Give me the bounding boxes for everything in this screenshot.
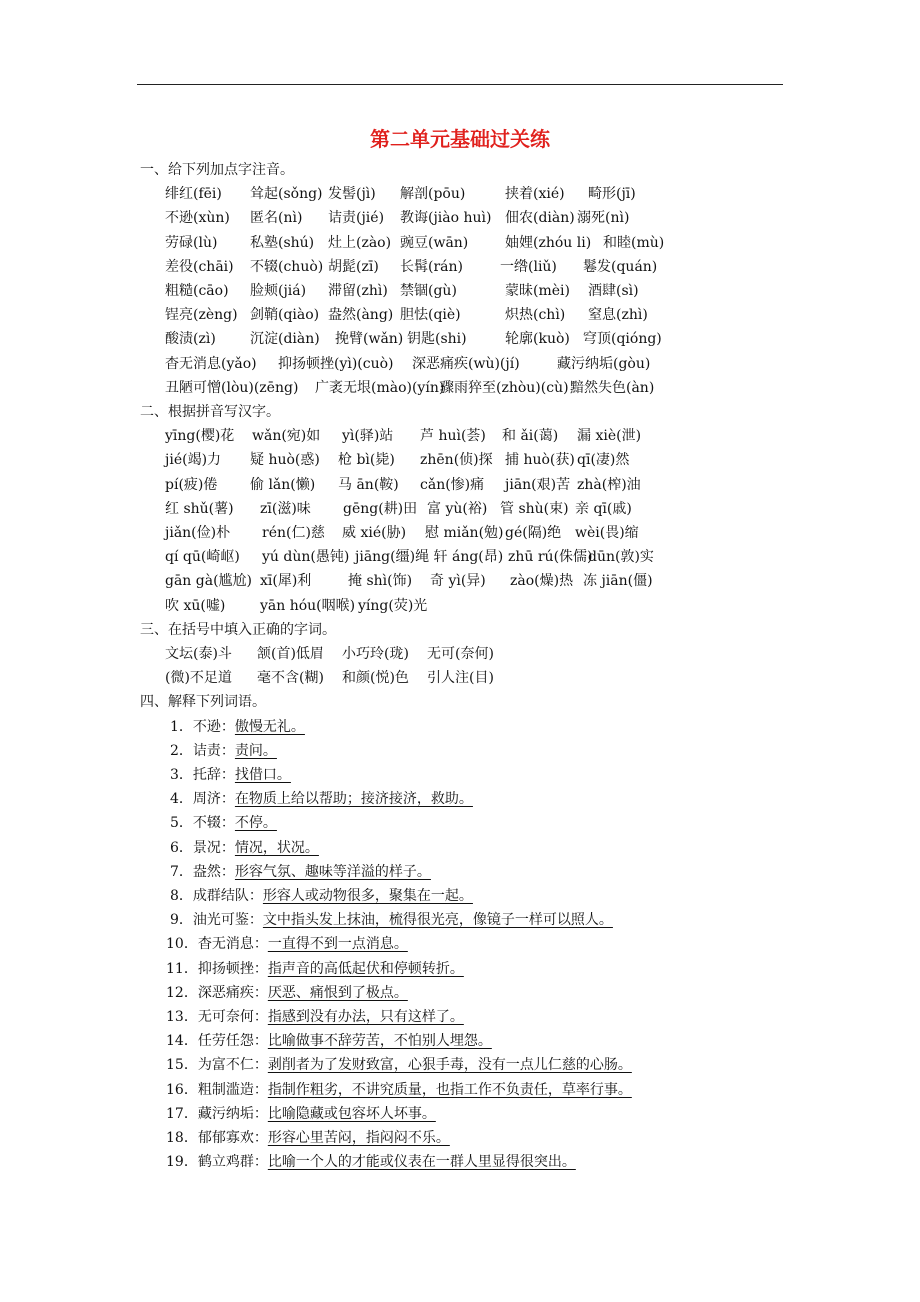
phonetic-item: 和睦(mù) — [603, 234, 665, 251]
item-definition: 形容人或动物很多，聚集在一起。 — [262, 888, 473, 904]
fill-item: 无可(奈何) — [427, 646, 494, 662]
definition-item — [166, 984, 408, 1002]
pinyin-item: pí(疲)倦 — [165, 476, 218, 493]
phonetic-item: 粗糙(cāo) — [165, 283, 229, 299]
item-term: 郁郁寡欢： — [197, 1130, 268, 1146]
pinyin-item: 掩 shì(饰) — [348, 573, 413, 590]
definition-item — [166, 1081, 632, 1099]
item-term: 为富不仁： — [197, 1057, 268, 1074]
pinyin-item: gēng(耕)田 — [343, 500, 418, 517]
item-term: 任劳任怨： — [197, 1033, 268, 1050]
pinyin-item: gé(隔)绝 — [505, 525, 562, 541]
item-number: 6． — [170, 839, 193, 856]
definition-item — [170, 742, 277, 760]
item-number: 13． — [166, 1009, 198, 1025]
pinyin-item: 冻 jiān(僵) — [583, 573, 653, 590]
fill-item: 小巧玲(珑) — [342, 646, 409, 662]
definition-item — [170, 863, 431, 881]
phonetic-item: 鬈发(quán) — [583, 258, 658, 275]
item-definition: 比喻做事不辞劳苦，不怕别人埋怨。 — [267, 1033, 492, 1050]
item-definition: 剥削者为了发财致富，心狠手毒，没有一点儿仁慈的心肠。 — [267, 1057, 632, 1074]
definition-item — [166, 1129, 450, 1147]
pinyin-item: 管 shù(束) — [500, 500, 569, 517]
fill-item: 和颜(悦)色 — [342, 670, 409, 687]
pinyin-item: 和 ǎi(蔼) — [502, 428, 559, 445]
item-number: 9． — [170, 912, 193, 929]
item-term: 不辍： — [192, 815, 235, 832]
pinyin-item: jiāng(缰)绳 轩 áng(昂) — [355, 549, 504, 566]
item-term: 藏污纳垢： — [197, 1105, 268, 1122]
item-term: 深恶痛疾： — [197, 984, 268, 1001]
definition-item — [170, 766, 291, 784]
pinyin-item: zhà(榨)油 — [577, 476, 641, 493]
phonetic-item: 一绺(liǔ) — [500, 258, 557, 275]
definition-item — [170, 887, 473, 905]
phonetic-item: 劳碌(lù) — [165, 234, 218, 251]
phonetic-item: 黯然失色(àn) — [570, 379, 655, 396]
item-definition: 在物质上给以帮助；接济接济，救助。 — [234, 791, 473, 808]
phonetic-item: 发髻(jì) — [328, 186, 376, 203]
pinyin-item: yú dùn(愚钝) — [262, 549, 350, 566]
pinyin-item: 枪 bì(毙) — [338, 452, 395, 469]
pinyin-item: qí qū(崎岖) — [165, 549, 240, 566]
item-number: 10． — [166, 936, 198, 953]
pinyin-item: rén(仁)慈 — [262, 525, 325, 541]
item-number: 4． — [170, 791, 193, 808]
pinyin-item: jié(竭)力 — [165, 452, 222, 469]
phonetic-item: 酸渍(zì) — [165, 331, 216, 348]
item-term: 成群结队： — [192, 888, 263, 904]
phonetic-item: 豌豆(wān) — [400, 234, 469, 251]
pinyin-item: zào(燥)热 — [510, 573, 574, 590]
item-definition: 比喻一个人的才能或仪表在一群人里显得很突出。 — [267, 1154, 576, 1171]
phonetic-item: 胡髭(zī) — [328, 258, 379, 275]
pinyin-item: 芦 huì(荟) — [420, 428, 486, 445]
phonetic-item: 抑扬顿挫(yì)(cuò) — [278, 355, 394, 372]
phonetic-item: 不逊(xùn) — [165, 210, 230, 227]
pinyin-item: yíng(荧)光 — [358, 597, 428, 614]
header-rule — [137, 84, 783, 85]
pinyin-item: yān hóu(咽喉) — [260, 597, 356, 614]
definition-item — [166, 1008, 464, 1026]
phonetic-item: 诘责(jié) — [328, 210, 385, 227]
fill-item: 引人注(目) — [427, 670, 494, 687]
phonetic-item: 禁锢(gù) — [400, 283, 457, 299]
item-number: 8． — [170, 888, 193, 904]
pinyin-item: xī(犀)利 — [260, 573, 312, 590]
phonetic-item: 丑陋可憎(lòu)(zēng) — [165, 379, 299, 396]
pinyin-item: wǎn(宛)如 — [252, 428, 321, 445]
phonetic-item: 挟着(xié) — [505, 186, 565, 203]
section2-heading: 二、根据拼音写汉字。 — [140, 404, 280, 420]
phonetic-item: 教诲(jiào huì) — [400, 210, 492, 227]
phonetic-item: 沉淀(diàn) — [250, 331, 320, 348]
phonetic-item: 溺死(nì) — [577, 210, 630, 227]
phonetic-item: 穹顶(qióng) — [583, 331, 662, 348]
definition-item — [170, 911, 613, 929]
item-definition: 比喻隐藏或包容坏人坏事。 — [267, 1105, 436, 1122]
phonetic-item: 畸形(jī) — [588, 186, 636, 203]
definition-item — [170, 718, 305, 736]
pinyin-item: wèi(畏)缩 — [575, 525, 639, 541]
phonetic-item: 锃亮(zèng) — [165, 307, 238, 324]
item-number: 14． — [166, 1033, 198, 1050]
item-number: 17． — [166, 1105, 198, 1122]
phonetic-item: 长髯(rán) — [400, 258, 463, 275]
item-definition: 不停。 — [234, 815, 277, 832]
phonetic-item: 剑鞘(qiào) — [250, 307, 320, 324]
phonetic-item: 佃农(diàn) — [505, 210, 575, 227]
fill-item: (微)不足道 — [165, 670, 232, 687]
item-definition: 傲慢无礼。 — [234, 718, 305, 735]
pinyin-item: gān gà(尴尬) — [165, 573, 253, 590]
pinyin-item: 红 shǔ(薯) — [165, 500, 234, 517]
item-definition: 指制作粗劣，不讲究质量，也指工作不负责任，草率行事。 — [267, 1081, 632, 1098]
item-term: 抑扬顿挫： — [197, 960, 268, 977]
pinyin-item: 富 yù(裕) — [427, 500, 488, 517]
pinyin-item: zī(滋)味 — [260, 500, 311, 517]
item-number: 1． — [170, 718, 193, 735]
fill-item: 毫不含(糊) — [257, 670, 324, 687]
pinyin-item: 亲 qī(戚) — [575, 500, 632, 517]
pinyin-item: yì(驿)站 — [342, 428, 394, 445]
item-definition: 找借口。 — [234, 767, 291, 783]
definition-item — [170, 814, 277, 832]
pinyin-item: 吹 xū(嘘) — [165, 597, 226, 614]
pinyin-item: zhēn(侦)探 — [420, 452, 493, 469]
phonetic-item: 蒙昧(mèi) — [505, 283, 570, 299]
fill-item: 颔(首)低眉 — [257, 646, 324, 662]
item-number: 11． — [166, 960, 198, 977]
pinyin-item: 捕 huò(获) — [505, 452, 575, 469]
phonetic-item: 盎然(àng) — [328, 307, 394, 324]
phonetic-item: 酒肆(sì) — [588, 283, 639, 299]
pinyin-item: 慰 miǎn(勉) — [425, 525, 504, 541]
item-term: 盎然： — [192, 863, 235, 880]
pinyin-item: qī(凄)然 — [577, 452, 630, 469]
pinyin-item: dūn(敦)实 — [588, 549, 654, 566]
phonetic-item: 匿名(nì) — [250, 210, 303, 227]
fill-item: 文坛(泰)斗 — [165, 646, 232, 662]
item-number: 3． — [170, 767, 193, 783]
phonetic-item: 妯娌(zhóu li) — [505, 234, 592, 251]
phonetic-item: 胆怯(qiè) — [400, 307, 461, 324]
phonetic-item: 解剖(pōu) — [400, 186, 466, 203]
pinyin-item: yīng(樱)花 — [165, 428, 235, 445]
item-definition: 责问。 — [234, 742, 277, 759]
item-number: 15． — [166, 1057, 198, 1074]
item-term: 周济： — [192, 791, 235, 808]
item-definition: 厌恶、痛恨到了极点。 — [267, 984, 408, 1001]
item-definition: 文中指头发上抹油，梳得很光亮，像镜子一样可以照人。 — [262, 912, 613, 929]
pinyin-item: 偷 lǎn(懒) — [250, 476, 316, 493]
definition-item — [166, 935, 408, 953]
phonetic-item: 轮廓(kuò) — [505, 331, 570, 348]
pinyin-item: 马 ān(鞍) — [338, 476, 399, 493]
item-number: 19． — [166, 1154, 198, 1171]
item-term: 油光可鉴： — [192, 912, 263, 929]
definition-item — [166, 1032, 492, 1050]
phonetic-item: 私塾(shú) — [250, 234, 315, 251]
item-term: 景况： — [192, 839, 235, 856]
pinyin-item: 疑 huò(惑) — [250, 452, 320, 469]
item-number: 7． — [170, 863, 193, 880]
item-term: 诘责： — [192, 742, 235, 759]
phonetic-item: 窒息(zhì) — [588, 307, 648, 324]
item-term: 托辞： — [192, 767, 235, 783]
item-number: 18． — [166, 1130, 198, 1146]
definition-item — [166, 960, 464, 978]
item-number: 5． — [170, 815, 193, 832]
phonetic-item: 差役(chāi) — [165, 258, 234, 275]
phonetic-item: 广袤无垠(mào)(yín) — [315, 379, 445, 396]
definition-item — [166, 1153, 576, 1171]
item-definition: 指声音的高低起伏和停顿转折。 — [267, 960, 464, 977]
definition-item — [170, 790, 473, 808]
pinyin-item: jiān(艰)苦 — [505, 476, 571, 493]
item-term: 无可奈何： — [197, 1009, 268, 1025]
item-term: 不逊： — [192, 718, 235, 735]
phonetic-item: 灶上(zào) — [328, 234, 392, 251]
item-definition: 情况，状况。 — [234, 839, 319, 856]
phonetic-item: 杳无消息(yǎo) — [165, 355, 257, 372]
phonetic-item: 不辍(chuò) — [250, 258, 324, 275]
phonetic-item: 骤雨猝至(zhòu)(cù) — [440, 379, 569, 396]
phonetic-item: 炽热(chì) — [505, 307, 566, 324]
pinyin-item: 威 xié(胁) — [342, 525, 407, 541]
phonetic-item: 绯红(fēi) — [165, 186, 222, 203]
item-definition: 形容心里苦闷，指闷闷不乐。 — [267, 1130, 450, 1146]
item-definition: 形容气氛、趣味等洋溢的样子。 — [234, 863, 431, 880]
phonetic-item: 深恶痛疾(wù)(jí) — [412, 355, 520, 372]
pinyin-item: cǎn(惨)痛 — [420, 476, 485, 493]
phonetic-item: 藏污纳垢(gòu) — [557, 355, 651, 372]
definition-item — [170, 839, 319, 857]
pinyin-item: jiǎn(俭)朴 — [165, 525, 231, 541]
item-number: 16． — [166, 1081, 198, 1098]
section3-heading: 三、在括号中填入正确的字词。 — [140, 621, 336, 638]
definition-item — [166, 1105, 436, 1123]
pinyin-item: 漏 xiè(泄) — [577, 428, 642, 445]
pinyin-item: zhū rú(侏儒) — [508, 549, 593, 566]
section4-heading: 四、解释下列词语。 — [140, 694, 266, 711]
item-number: 2． — [170, 742, 193, 759]
page-title: 第二单元基础过关练 — [370, 127, 550, 151]
item-definition: 指感到没有办法，只有这样了。 — [267, 1009, 464, 1025]
section1-heading: 一、给下列加点字注音。 — [140, 162, 294, 178]
item-number: 12． — [166, 984, 198, 1001]
pinyin-item: 奇 yì(异) — [430, 573, 486, 590]
phonetic-item: 滞留(zhì) — [328, 283, 388, 299]
definition-item — [166, 1056, 632, 1074]
phonetic-item: 耸起(sǒng) — [250, 186, 323, 203]
item-term: 杳无消息： — [197, 936, 268, 953]
item-term: 粗制滥造： — [197, 1081, 268, 1098]
item-definition: 一直得不到一点消息。 — [267, 936, 408, 953]
phonetic-item: 挽臂(wǎn) — [335, 331, 404, 348]
item-term: 鹤立鸡群： — [197, 1154, 268, 1171]
phonetic-item: 钥匙(shi) — [407, 331, 467, 348]
phonetic-item: 脸颊(jiá) — [250, 283, 307, 299]
